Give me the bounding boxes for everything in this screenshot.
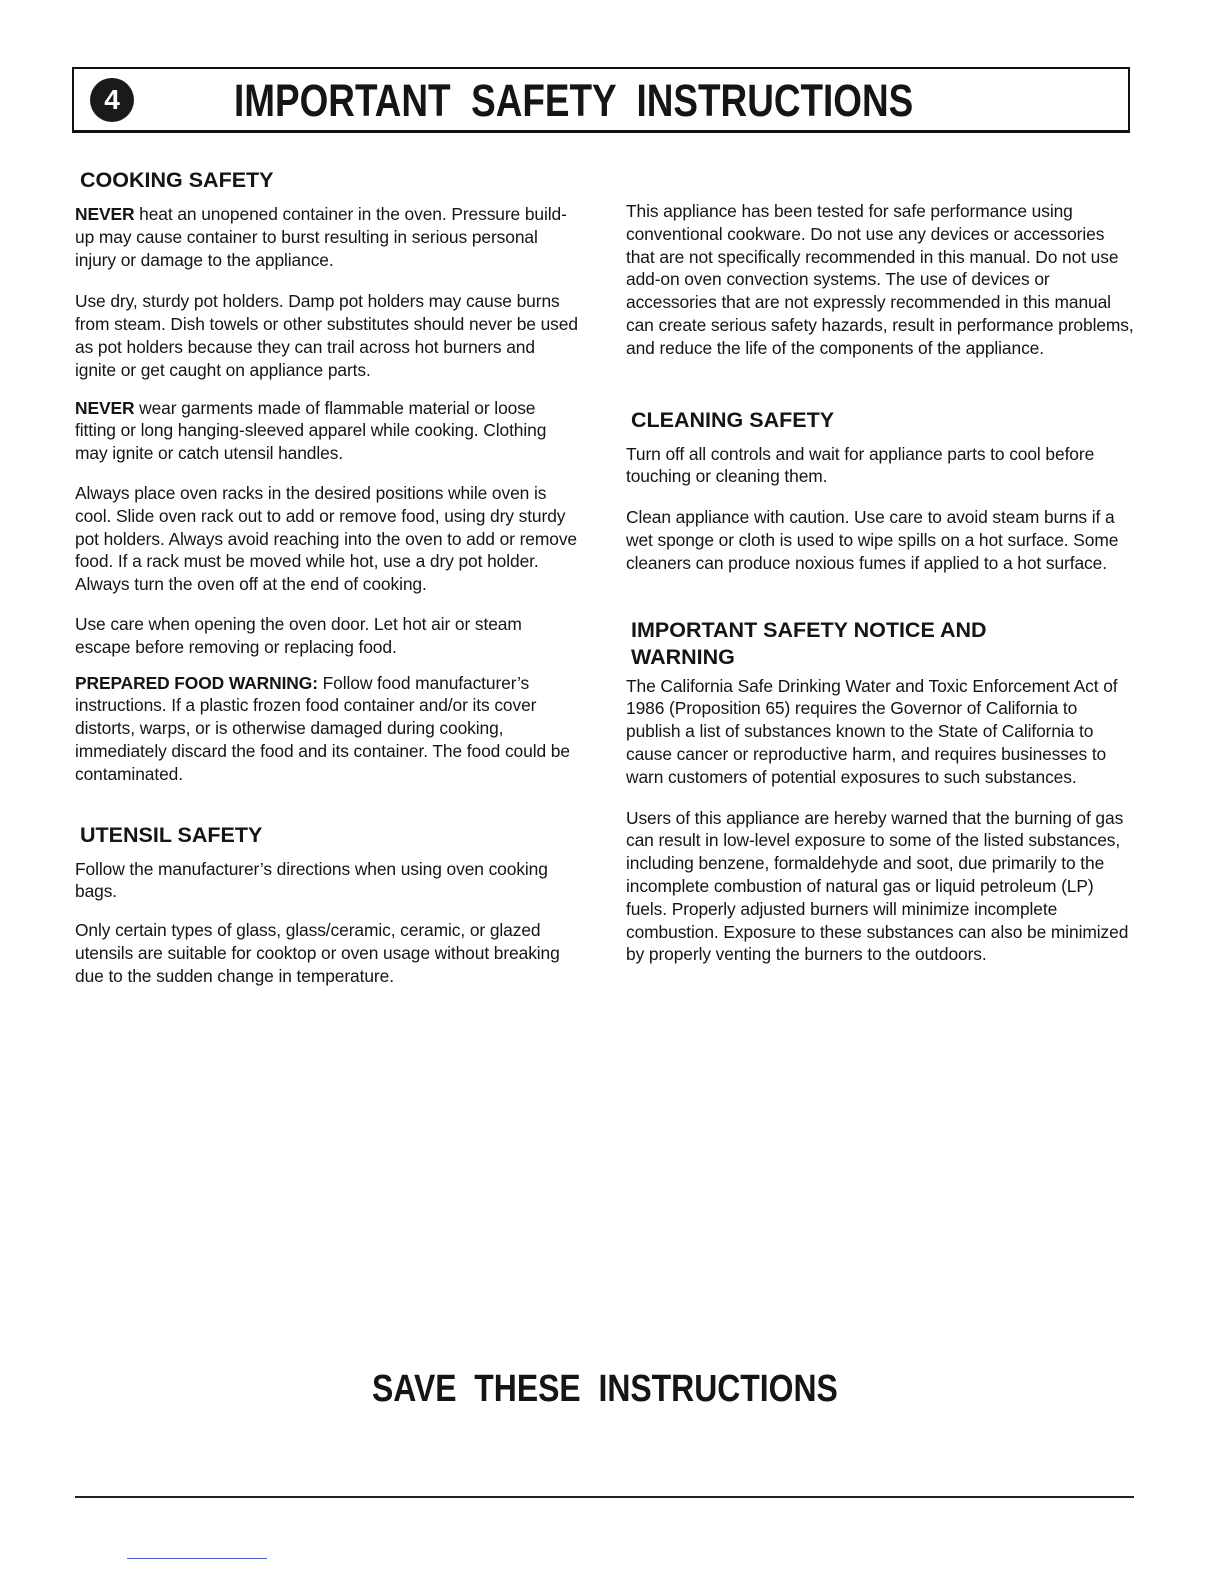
- cleaning-safety-heading: CLEANING SAFETY: [631, 407, 835, 432]
- cooking-paragraph-3: [75, 397, 580, 465]
- gas-exposure-warning-paragraph: Users of this appliance are hereby warned that the burning of gas can result in low-level exposure to some of the listed substances, including benzene, formaldehyde and soot, due primarily to the incomplete combustion of natural gas or liquid petroleum (LP) fuels. Properly adjusted burners will minimize incomplete combustion. Exposure to these substances can also be minimized by properly venting the burners to the outdoors.: [626, 807, 1129, 965]
- cleaning-paragraph-1: Turn off all controls and wait for appliance parts to cool before touching or cleaning them.: [626, 443, 1095, 487]
- section-number-badge: 4: [90, 78, 134, 122]
- utensil-paragraph-2: Only certain types of glass, glass/ceramic, ceramic, or glazed utensils are suitable for cooktop or oven usage without breaking due to the sudden change in temperature.: [75, 920, 560, 986]
- cooking-paragraph-2: Use dry, sturdy pot holders. Damp pot holders may cause burns from steam. Dish towels or other substitutes should never be used as pot holders because they can trail across hot burners and ignite or get caught on appliance parts.: [75, 291, 578, 380]
- proposition-65-paragraph: The California Safe Drinking Water and Toxic Enforcement Act of 1986 (Proposition 65) requires the Governor of California to publish a list of substances known to the State of California to cause cancer or reproductive harm, and requires businesses to warn customers of potential exposures to such substances.: [626, 675, 1118, 787]
- prepared-food-warning: [75, 672, 580, 786]
- safety-notice-heading-line-2: WARNING: [631, 644, 735, 669]
- never-lead-1: NEVER: [75, 204, 135, 224]
- tested-appliance-paragraph: This appliance has been tested for safe performance using conventional cookware. Do not use any devices or accessories that are not specifically recommended in this manual. Do not use add-on oven convection systems. The use of devices or accessories that are not expressly recommended in this manual can create serious safety hazards, result in performance problems, and reduce the life of the components of the appliance.: [626, 201, 1134, 358]
- safety-notice-heading-line-1: IMPORTANT SAFETY NOTICE AND: [631, 617, 987, 642]
- bottom-divider: [75, 1496, 1134, 1498]
- page-header: [72, 67, 1130, 133]
- right-column: [626, 200, 1134, 966]
- safety-notice-heading: [626, 617, 1134, 671]
- never-lead-2: NEVER: [75, 397, 135, 418]
- utensil-paragraph-1: Follow the manufacturer’s directions when using oven cooking bags.: [75, 858, 548, 902]
- cooking-paragraph-1: [75, 203, 580, 271]
- cooking-paragraph-5: Use care when opening the oven door. Let hot air or steam escape before removing or replacing food.: [75, 613, 522, 657]
- page-title: IMPORTANT SAFETY INSTRUCTIONS: [234, 75, 914, 126]
- left-column: [75, 167, 580, 988]
- cooking-paragraph-3-text: wear garments made of flammable material or loose fitting or long hanging-sleeved apparel while cooking. Clothing may ignite or catch utensil handles.: [75, 397, 547, 464]
- utensil-safety-heading: UTENSIL SAFETY: [80, 822, 263, 847]
- cooking-paragraph-1-text: heat an unopened container in the oven. Pressure build-up may cause container to burst resulting in serious personal injury or damage to the appliance.: [75, 204, 567, 270]
- prepared-food-warning-text: Follow food manufacturer’s instructions. If a plastic frozen food container and/or its cover distorts, warps, or is otherwise damaged during cooking, immediately discard the food and its container. The food could be contaminated.: [75, 672, 570, 784]
- prepared-food-warning-lead: PREPARED FOOD WARNING:: [75, 672, 318, 693]
- cooking-safety-heading: COOKING SAFETY: [80, 168, 274, 192]
- cleaning-paragraph-2: Clean appliance with caution. Use care to avoid steam burns if a wet sponge or cloth is used to wipe spills on a hot surface. Some cleaners can produce noxious fumes if applied to a hot surface.: [626, 507, 1119, 573]
- save-instructions-title: SAVE THESE INSTRUCTIONS: [372, 1368, 838, 1410]
- cooking-paragraph-4: Always place oven racks in the desired positions while oven is cool. Slide oven rack out to add or remove food, using dry sturdy pot holders. Always avoid reaching into the oven to add or remove food. If a rack must be moved while hot, use a dry pot holder. Always turn the oven off at the end of cooking.: [75, 482, 577, 595]
- corner-mark: [127, 1558, 267, 1559]
